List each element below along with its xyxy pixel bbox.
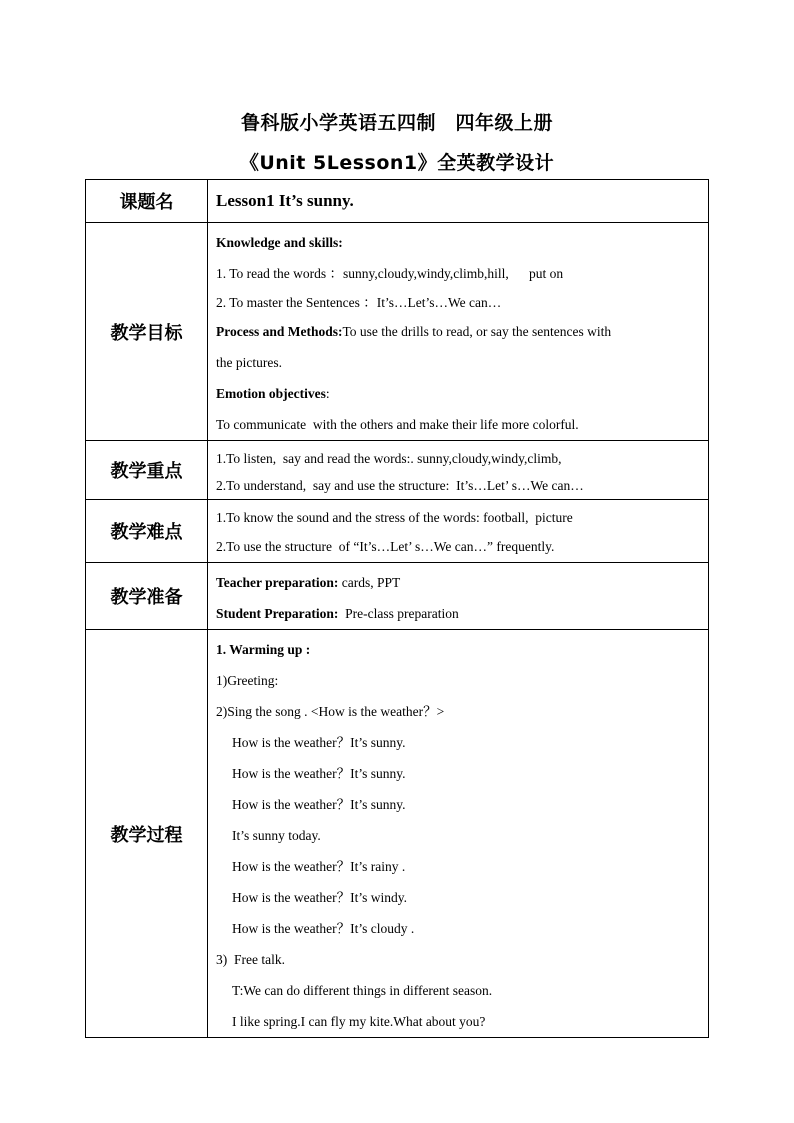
table-row-objectives [86, 223, 709, 441]
table-row-topic [86, 180, 709, 223]
row-label-difficulties: 教学难点 [86, 500, 208, 563]
objectives-content [208, 223, 709, 441]
student-preparation-text: Pre-class preparation [338, 606, 459, 621]
process-methods-text: To use the drills to read, or say the sentences with [342, 324, 612, 339]
document-title: 鲁科版小学英语五四制 四年级上册 [240, 112, 553, 134]
key-points-content [208, 441, 709, 500]
row-label-process: 教学过程 [86, 630, 208, 1038]
difficulties-content [208, 500, 709, 563]
knowledge-skill-1: 1. To read the words ：sunny,cloudy,windy,climb,hill, put on [216, 266, 564, 281]
emotion-text: To communicate with the others and make their life more colorful. [216, 417, 579, 432]
song-line: How is the weather？It’s rainy . [232, 859, 406, 874]
process-methods-line [216, 316, 700, 347]
song-line: How is the weather？It’s sunny. [232, 735, 406, 750]
process-content [208, 630, 709, 1038]
difficulty-2: 2.To use the structure of “It’s…Let’ s…We can…” frequently. [216, 539, 555, 554]
knowledge-skills-heading: Knowledge and skills: [216, 235, 343, 250]
free-talk-line: I like spring.I can fly my kite.What about you? [232, 1014, 486, 1029]
table-row-preparation [86, 563, 709, 630]
row-label-topic: 课题名 [86, 180, 208, 223]
teacher-preparation-line [216, 567, 700, 598]
lesson-title: Lesson1 It’s sunny. [216, 191, 354, 210]
preparation-content [208, 563, 709, 630]
document-subtitle: 《Unit 5Lesson1》全英教学设计 [239, 152, 555, 174]
emotion-heading-line [216, 378, 700, 409]
free-talk-line: T:We can do different things in different season. [232, 983, 493, 998]
student-preparation-line [216, 598, 700, 629]
process-line: 2)Sing the song . <How is the weather？> [216, 704, 445, 719]
song-line: How is the weather？It’s sunny. [232, 766, 406, 781]
process-methods-text-cont: the pictures. [216, 355, 282, 370]
row-label-objectives: 教学目标 [86, 223, 208, 441]
table-row-key-points [86, 441, 709, 500]
song-line: How is the weather？It’s windy. [232, 890, 407, 905]
song-line: How is the weather？It’s sunny. [232, 797, 406, 812]
table-row-difficulties [86, 500, 709, 563]
row-label-preparation: 教学准备 [86, 563, 208, 630]
row-label-key-points: 教学重点 [86, 441, 208, 500]
difficulty-1: 1.To know the sound and the stress of the words: football, picture [216, 510, 573, 525]
teacher-preparation-heading: Teacher preparation: [216, 575, 339, 590]
process-line: 3) Free talk. [216, 952, 285, 967]
teacher-preparation-text: cards, PPT [338, 575, 401, 590]
process-methods-heading: Process and Methods: [216, 324, 343, 339]
key-point-2: 2.To understand, say and use the structure: It’s…Let’ s…We can… [216, 478, 584, 493]
student-preparation-heading: Student Preparation: [216, 606, 339, 621]
warming-up-heading: 1. Warming up : [216, 642, 311, 657]
table-row-process [86, 630, 709, 1038]
process-line: 1)Greeting: [216, 673, 279, 688]
song-line: How is the weather？It’s cloudy . [232, 921, 415, 936]
emotion-heading: Emotion objectives [216, 386, 326, 401]
lesson-plan-table [85, 179, 709, 1038]
song-line: It’s sunny today. [232, 828, 321, 843]
key-point-1: 1.To listen, say and read the words:. sunny,cloudy,windy,climb, [216, 451, 562, 466]
emotion-colon: : [325, 386, 330, 401]
knowledge-skill-2: 2. To master the Sentences ：It’s…Let’s…We can… [216, 295, 502, 310]
